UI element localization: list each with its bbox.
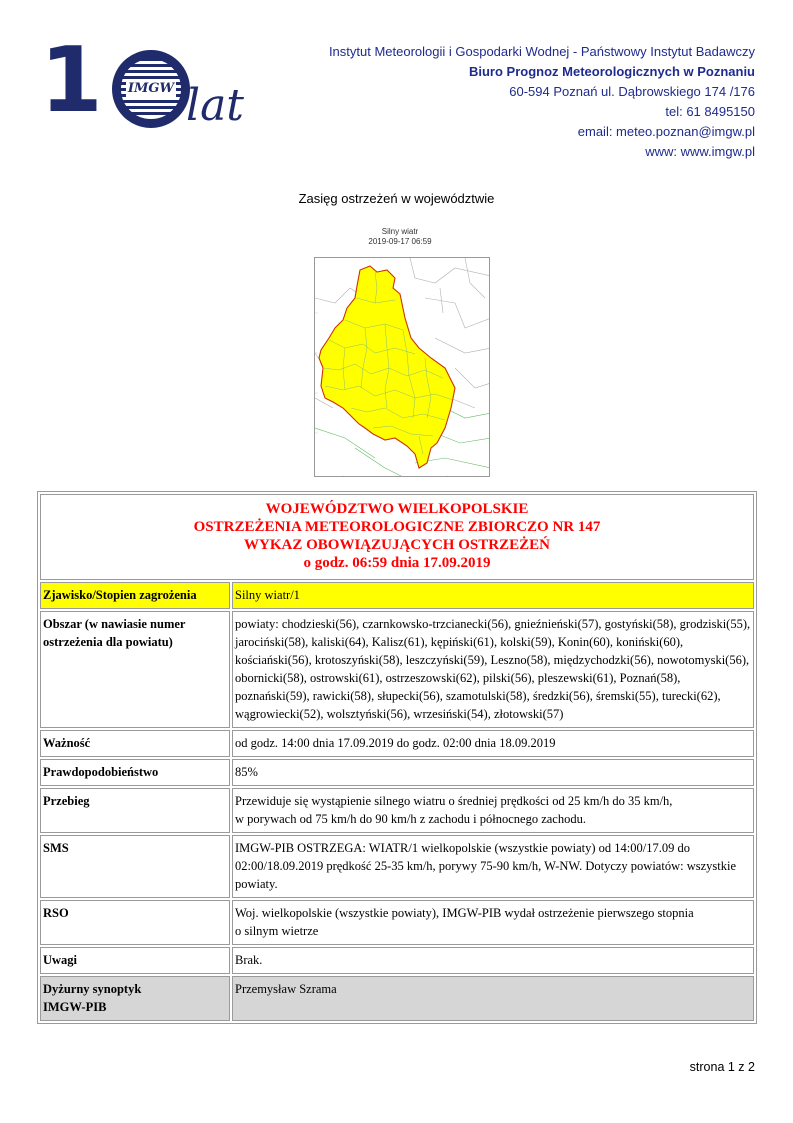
- bureau-name: Biuro Prognoz Meteorologicznych w Poznaniu: [468, 64, 755, 79]
- warnings-table: [37, 491, 757, 1024]
- phone: tel: 61 8495150: [665, 104, 755, 119]
- map-title: [300, 227, 500, 247]
- row-value-rso: [232, 900, 754, 945]
- map-frame: [314, 257, 490, 477]
- table-row: [40, 759, 754, 786]
- table-row: [40, 947, 754, 974]
- heading-voivodeship: WOJEWÓDZTWO WIELKOPOLSKIE: [265, 501, 529, 517]
- rso-line-1: Woj. wielkopolskie (wszystkie powiaty), IMGW-PIB wydał ostrzeżenie pierwszego stopnia: [235, 906, 694, 920]
- warning-map: [300, 227, 500, 487]
- logo-badge: IMGW: [127, 81, 175, 96]
- forecaster-label-line-2: IMGW-PIB: [43, 1000, 107, 1014]
- forecaster-label-line-1: Dyżurny synoptyk: [43, 982, 142, 996]
- table-row: [40, 900, 754, 945]
- map-svg: [315, 258, 490, 477]
- row-value-remarks: Brak.: [232, 947, 754, 974]
- row-value-phenomenon: Silny wiatr/1: [232, 582, 754, 609]
- row-value-forecaster: Przemysław Szrama: [232, 976, 754, 1021]
- table-row: [40, 835, 754, 898]
- logo-digit-one: 1: [40, 28, 99, 133]
- map-caption: Zasięg ostrzeżeń w województwie: [298, 191, 495, 206]
- table-row: [40, 611, 754, 728]
- row-value-probability: 85%: [232, 759, 754, 786]
- page-number: strona 1 z 2: [689, 1060, 755, 1074]
- table-row: [40, 582, 754, 609]
- row-label-area: Obszar (w nawiasie numer ostrzeżenia dla powiatu): [40, 611, 230, 728]
- row-label-validity: Ważność: [40, 730, 230, 757]
- heading-time: o godz. 06:59 dnia 17.09.2019: [303, 555, 491, 571]
- course-line-2: w porywach od 75 km/h do 90 km/h z zachodu i północnego zachodu.: [235, 812, 586, 826]
- website-link[interactable]: www: www.imgw.pl: [645, 144, 755, 159]
- row-label-remarks: Uwagi: [40, 947, 230, 974]
- table-heading: [40, 494, 754, 580]
- street-address: 60-594 Poznań ul. Dąbrowskiego 174 /176: [509, 84, 755, 99]
- row-label-forecaster: [40, 976, 230, 1021]
- institute-name: Instytut Meteorologii i Gospodarki Wodnej - Państwowy Instytut Badawczy: [328, 44, 755, 59]
- map-timestamp: 2019-09-17 06:59: [368, 237, 432, 246]
- row-label-course: Przebieg: [40, 788, 230, 833]
- rso-line-2: o silnym wietrze: [235, 924, 319, 938]
- course-line-1: Przewiduje się wystąpienie silnego wiatru o średniej prędkości od 25 km/h do 35 km/h,: [235, 794, 673, 808]
- row-label-probability: Prawdopodobieństwo: [40, 759, 230, 786]
- institute-address-block: [329, 42, 755, 162]
- email-link[interactable]: email: meteo.poznan@imgw.pl: [577, 124, 755, 139]
- table-row: [40, 976, 754, 1021]
- heading-list: WYKAZ OBOWIĄZUJĄCYCH OSTRZEŻEŃ: [244, 537, 550, 553]
- heading-collective: OSTRZEŻENIA METEOROLOGICZNE ZBIORCZO NR 147: [193, 519, 601, 535]
- row-label-rso: RSO: [40, 900, 230, 945]
- row-value-validity: od godz. 14:00 dnia 17.09.2019 do godz. 02:00 dnia 18.09.2019: [232, 730, 754, 757]
- row-value-sms: IMGW-PIB OSTRZEGA: WIATR/1 wielkopolskie (wszystkie powiaty) od 14:00/17.09 do 02:00/18.09.2019 prędkość 25-35 km/h, porywy 75-90 km/h, W-NW. Dotyczy powiatów: wszystkie powiaty.: [232, 835, 754, 898]
- row-label-sms: SMS: [40, 835, 230, 898]
- wielkopolskie-region: [319, 266, 455, 468]
- row-value-course: [232, 788, 754, 833]
- row-value-area: powiaty: chodzieski(56), czarnkowsko-trzcianecki(56), gnieźnieński(57), gostyński(58), grodziski(55), jarociński(58), kaliski(64), Kalisz(61), kępiński(61), kolski(59), Konin(60), koniński(60), kościański(56), krotoszyński(58), leszczyński(59), Leszno(58), międzychodzki(56), nowotomyski(56), obornicki(58), ostrowski(61), ostrzeszowski(62), pilski(56), pleszewski(61), Poznań(58), poznański(59), rawicki(58), słupecki(56), szamotulski(58), średzki(56), śremski(55), turecki(62), wągrowiecki(52), wolsztyński(56), wrzesiński(54), złotowski(57): [232, 611, 754, 728]
- imgw-100-lat-logo: [40, 28, 245, 136]
- table-row: [40, 788, 754, 833]
- map-title-text: Silny wiatr: [381, 227, 419, 236]
- logo-lat: lat: [186, 80, 244, 131]
- table-row: [40, 730, 754, 757]
- row-label-phenomenon: Zjawisko/Stopien zagrożenia: [40, 582, 230, 609]
